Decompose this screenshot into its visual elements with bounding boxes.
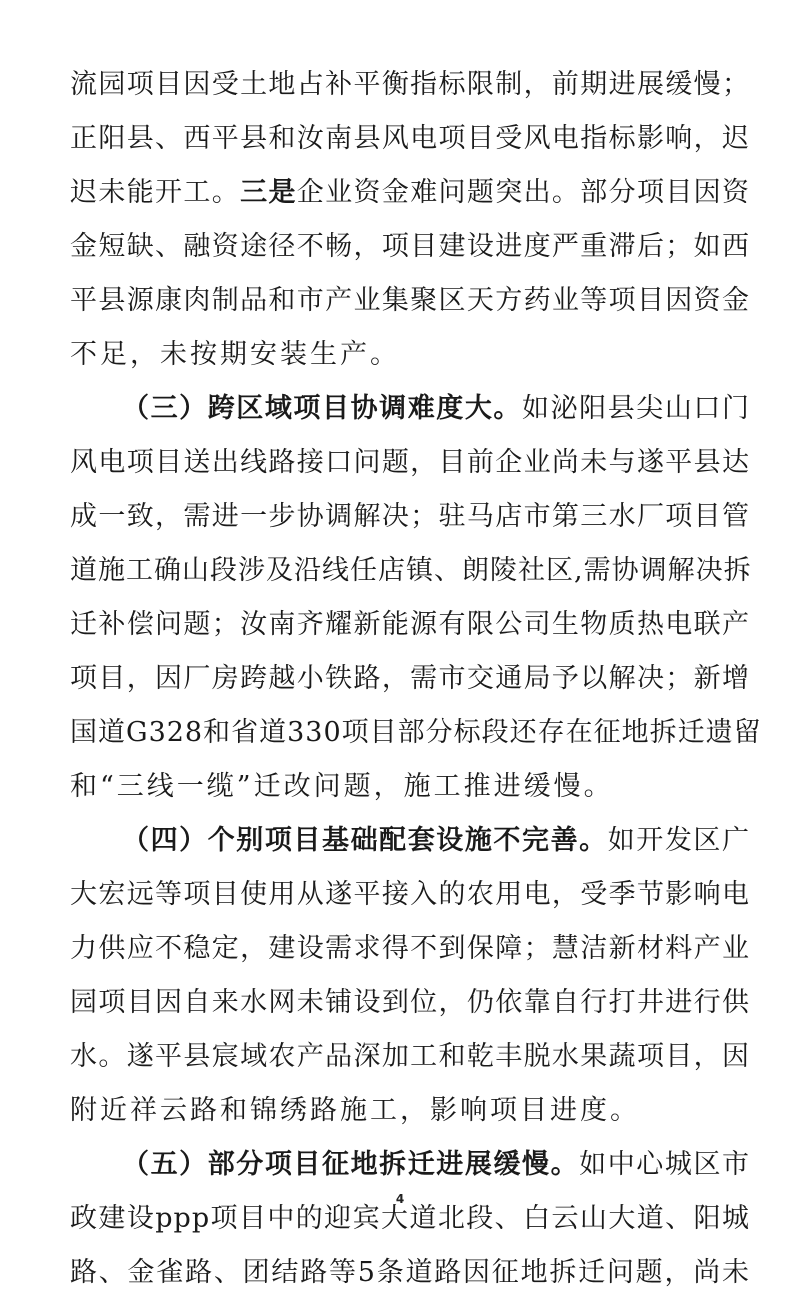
- text-segment: 企业资金难问题突出。部分项目因资: [296, 177, 751, 208]
- section-heading-text: （四）个别项目基础配套设施不完善。: [122, 825, 608, 856]
- text-segment: 迟未能开工。: [70, 177, 241, 208]
- text-segment: 如开发区广: [607, 825, 751, 856]
- page-number: 4: [395, 1192, 405, 1206]
- text-line-10: 道施工确山段涉及沿线任店镇、朗陵社区,需协调解决拆: [70, 555, 752, 586]
- text-line-2: 正阳县、西平县和汝南县风电项目受风电指标影响，迟: [70, 123, 750, 154]
- body-text: [70, 58, 762, 1300]
- text-line-17: 力供应不稳定，建设需求得不到保障；慧洁新材料产业: [70, 933, 750, 964]
- text-line-22: 政建设ppp项目中的迎宾大道北段、白云山大道、阳城: [70, 1203, 750, 1234]
- text-line-3: [70, 166, 750, 220]
- bold-keyword: 三是: [240, 177, 297, 208]
- text-line-13: 国道G328和省道330项目部分标段还存在征地拆迁遗留: [70, 717, 762, 748]
- text-line-23: 路、金雀路、团结路等5条道路因征地拆迁问题，尚未: [70, 1257, 750, 1288]
- text-line-12: 项目，因厂房跨越小铁路，需市交通局予以解决；新增: [70, 663, 750, 694]
- section-heading-text: （五）部分项目征地拆迁进展缓慢。: [122, 1149, 580, 1180]
- text-line-5: 平县源康肉制品和市产业集聚区天方药业等项目因资金: [70, 285, 750, 316]
- text-line-9: 成一致，需进一步协调解决；驻马店市第三水厂项目管: [70, 501, 750, 532]
- text-segment: 如中心城区市: [579, 1149, 751, 1180]
- text-line-11: 迁补偿问题；汝南齐耀新能源有限公司生物质热电联产: [70, 609, 750, 640]
- text-line-19: 水。遂平县宸域农产品深加工和乾丰脱水果蔬项目，因: [70, 1041, 750, 1072]
- section-heading-text: （三）跨区域项目协调难度大。: [122, 393, 522, 424]
- section-heading-3: [70, 382, 750, 436]
- text-line-1: 流园项目因受土地占补平衡指标限制，前期进展缓慢；: [70, 69, 750, 100]
- section-heading-5: [70, 1138, 750, 1192]
- text-line-4: 金短缺、融资途径不畅，项目建设进度严重滞后；如西: [70, 231, 750, 262]
- text-line-20: 附近祥云路和锦绣路施工，影响项目进度。: [70, 1095, 640, 1126]
- text-line-18: 园项目因自来水网未铺设到位，仍依靠自行打井进行供: [70, 987, 750, 1018]
- text-line-16: 大宏远等项目使用从遂平接入的农用电，受季节影响电: [70, 879, 750, 910]
- text-line-8: 风电项目送出线路接口问题，目前企业尚未与遂平县达: [70, 447, 750, 478]
- text-line-6: 不足，未按期安装生产。: [70, 339, 400, 370]
- section-heading-4: [70, 814, 750, 868]
- text-segment: 如泌阳县尖山口门: [522, 393, 750, 424]
- text-line-14: 和“三线一缆”迁改问题，施工推进缓慢。: [70, 771, 614, 802]
